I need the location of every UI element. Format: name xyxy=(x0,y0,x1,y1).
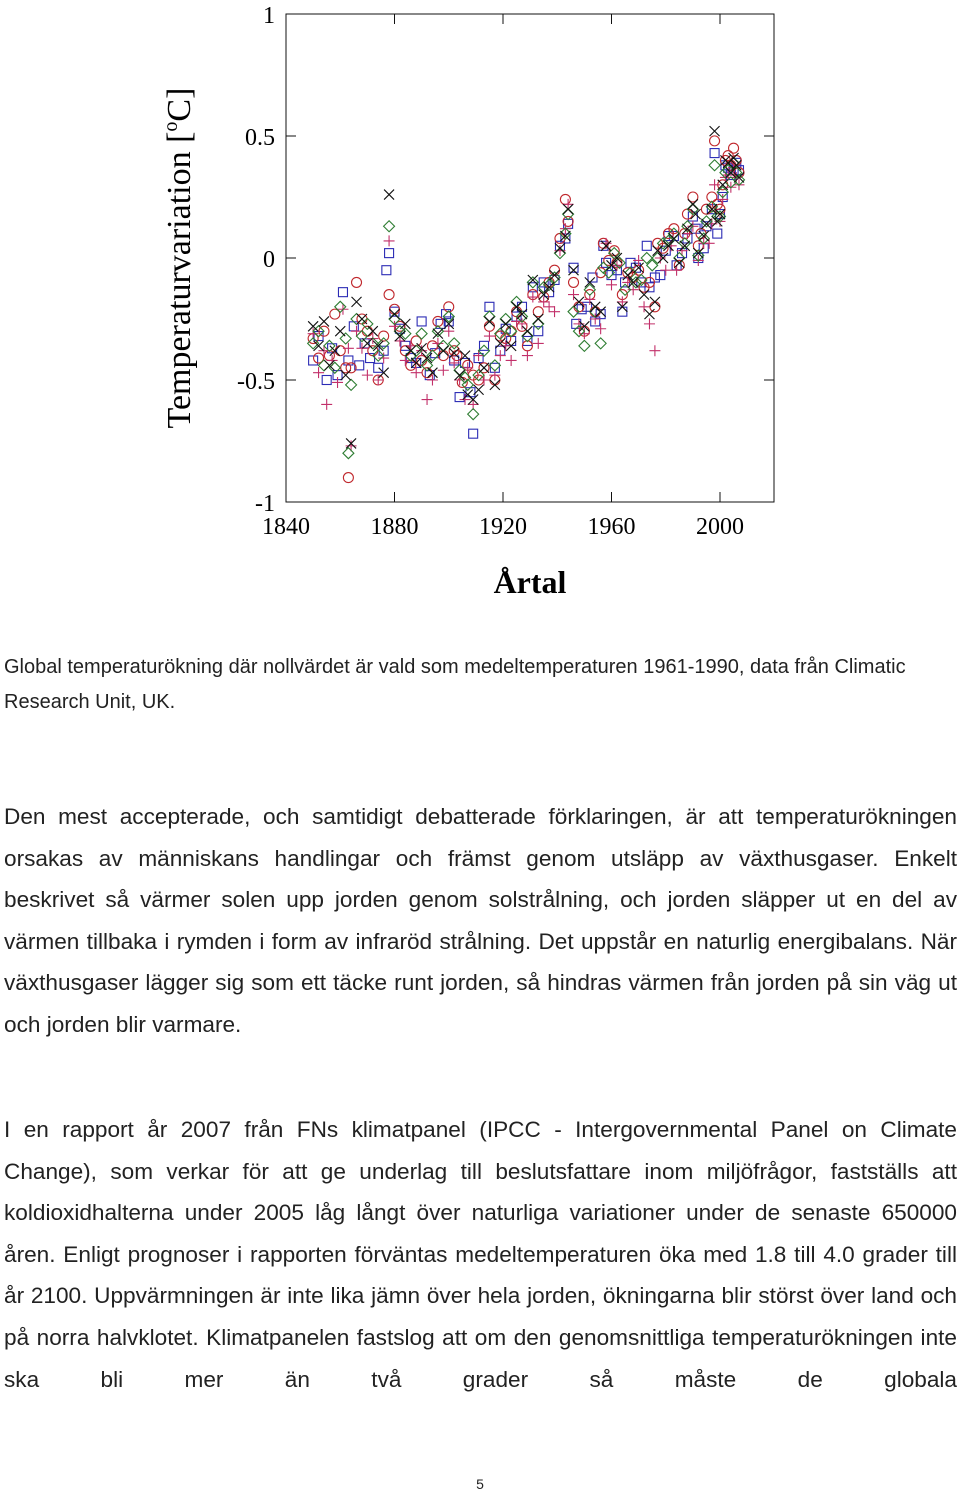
cross-data-point xyxy=(674,258,684,268)
y-axis-label xyxy=(160,88,198,429)
circle-data-point xyxy=(379,331,389,341)
square-data-point xyxy=(618,307,627,316)
cross-data-point xyxy=(335,326,345,336)
diamond-data-point xyxy=(595,338,606,349)
y-axis-label-main: Temperaturvariation [ xyxy=(161,131,198,429)
y-tick-label: -0.5 xyxy=(237,369,275,395)
cross-data-point xyxy=(357,314,367,324)
plus-data-point xyxy=(332,377,343,388)
cross-data-point xyxy=(324,360,334,370)
plus-data-point xyxy=(321,399,332,410)
square-data-point xyxy=(338,288,347,297)
square-data-point xyxy=(322,376,331,385)
plus-data-point xyxy=(411,367,422,378)
plus-data-point xyxy=(516,318,527,329)
cross-data-point xyxy=(512,302,522,312)
circle-data-point xyxy=(384,290,394,300)
x-axis-ticks xyxy=(262,14,744,540)
plus-data-point xyxy=(549,306,560,317)
diamond-data-point xyxy=(484,311,495,322)
plus-data-point xyxy=(544,301,555,312)
x-tick-label: 1920 xyxy=(479,514,527,540)
diamond-data-point xyxy=(500,314,511,325)
plus-data-point xyxy=(717,194,728,205)
circle-data-point xyxy=(569,277,579,287)
plus-data-point xyxy=(389,321,400,332)
plus-data-point xyxy=(506,355,517,366)
cross-data-point xyxy=(490,380,500,390)
figure-caption: Global temperaturökning där nollvärdet är vald som medeltemperaturen 1961-1990, data från Climatic Research Unit, UK. xyxy=(4,656,906,713)
diamond-data-point xyxy=(468,409,479,420)
x-tick-label: 1840 xyxy=(262,514,310,540)
circle-data-point xyxy=(550,265,560,275)
y-tick-label: 0.5 xyxy=(245,125,275,151)
temperature-chart xyxy=(0,0,960,600)
plus-data-point xyxy=(400,355,411,366)
circle-data-point xyxy=(560,194,570,204)
diamond-data-point xyxy=(416,328,427,339)
plus-data-point xyxy=(384,235,395,246)
page-number: 5 xyxy=(476,1476,484,1492)
square-data-point xyxy=(713,229,722,238)
circle-data-point xyxy=(563,216,573,226)
paragraph-2: I en rapport år 2007 från FNs klimatpanel (IPCC - Intergovernmental Panel on Climate Change), som verkar för att ge underlag till beslutsfattare inom miljöfrågor, fastställs att koldioxidhalterna under 2005 låg långt över naturliga variationer under de senaste 650000 åren. Enligt prognoser i rapporten förväntas medeltemperaturen öka med 1.8 till 4.0 grader till år 2100. Uppvärmningen är inte lika jämn över hela jorden, ökningarna blir störst över land och på norra halvklotet. Klimatpanelen fastslog att om den genomsnittliga temperaturökningen inte ska bli mer än två grader så måste de globala xyxy=(4,1117,957,1392)
cross-data-point xyxy=(319,316,329,326)
circle-data-point xyxy=(729,143,739,153)
cross-data-point xyxy=(484,316,494,326)
plus-data-point xyxy=(495,350,506,361)
diamond-data-point xyxy=(343,448,354,459)
plus-data-point xyxy=(533,338,544,349)
square-data-point xyxy=(485,302,494,311)
y-tick-label: 1 xyxy=(263,3,275,29)
diamond-data-point xyxy=(335,301,346,312)
cross-data-point xyxy=(639,290,649,300)
diamond-data-point xyxy=(489,360,500,371)
circle-data-point xyxy=(343,473,353,483)
diamond-data-point xyxy=(346,379,357,390)
square-data-point xyxy=(385,249,394,258)
square-data-point xyxy=(642,241,651,250)
diamond-data-point xyxy=(318,360,329,371)
plus-data-point xyxy=(606,279,617,290)
circle-data-point xyxy=(682,209,692,219)
square-data-point xyxy=(469,429,478,438)
plus-data-point xyxy=(644,318,655,329)
cross-data-point xyxy=(688,199,698,209)
circle-data-point xyxy=(674,260,684,270)
plus-data-point xyxy=(660,265,671,276)
x-axis-label: Årtal xyxy=(493,564,567,600)
plus-data-point xyxy=(422,394,433,405)
diamond-data-point xyxy=(432,326,443,337)
plus-data-point xyxy=(432,338,443,349)
diamond-data-point xyxy=(340,333,351,344)
plus-data-point xyxy=(362,370,373,381)
paragraph-1: Den mest accepterade, och samtidigt debatterade förklaringen, är att temperaturökningen orsakas av människans handlingar och främst genom utsläpp av växthusgaser. Enkelt beskrivet så värmer solen upp jorden genom solstrålning, och jorden släpper ut en del av värmen tillbaka i rymden i form av infraröd strålning. Det uppstår en naturlig energibalans. När växthusgaser lägger sig som ett täcke runt jorden, så hindras värmen från jorden på sin väg ut och jorden blir varmare. xyxy=(4,804,957,1037)
square-data-point xyxy=(661,246,670,255)
cross-data-point xyxy=(710,126,720,136)
plus-data-point xyxy=(438,365,449,376)
plus-data-point xyxy=(473,350,484,361)
square-data-point xyxy=(455,393,464,402)
circle-data-point xyxy=(362,326,372,336)
plus-data-point xyxy=(522,350,533,361)
cross-data-point xyxy=(384,190,394,200)
cross-data-point xyxy=(644,309,654,319)
circle-data-point xyxy=(650,302,660,312)
circle-data-point xyxy=(352,277,362,287)
plus-data-point xyxy=(704,238,715,249)
cross-data-point xyxy=(650,297,660,307)
data-points xyxy=(308,126,745,482)
diamond-data-point xyxy=(709,160,720,171)
square-data-point xyxy=(417,317,426,326)
plus-data-point xyxy=(568,289,579,300)
plus-data-point xyxy=(649,345,660,356)
cross-data-point xyxy=(596,307,606,317)
cross-data-point xyxy=(390,309,400,319)
cross-data-point xyxy=(314,341,324,351)
x-tick-label: 1880 xyxy=(370,514,419,540)
x-tick-label: 1960 xyxy=(587,514,636,540)
plus-data-point xyxy=(527,292,538,303)
y-tick-label: -1 xyxy=(255,491,275,517)
square-data-point xyxy=(710,149,719,158)
square-data-point xyxy=(382,266,391,275)
plus-data-point xyxy=(351,326,362,337)
y-axis-label-sup: o xyxy=(160,121,182,132)
plus-data-point xyxy=(378,353,389,364)
plus-data-point xyxy=(639,301,650,312)
cross-data-point xyxy=(479,363,489,373)
y-axis-label-end: C] xyxy=(161,87,198,122)
diamond-data-point xyxy=(384,221,395,232)
circle-data-point xyxy=(701,204,711,214)
square-data-point xyxy=(534,327,543,336)
x-tick-label: 2000 xyxy=(696,514,744,540)
square-data-point xyxy=(656,271,665,280)
plus-data-point xyxy=(484,331,495,342)
circle-data-point xyxy=(422,368,432,378)
cross-data-point xyxy=(352,297,362,307)
cross-data-point xyxy=(569,265,579,275)
cross-data-point xyxy=(533,314,543,324)
plus-data-point xyxy=(479,375,490,386)
y-tick-label: 0 xyxy=(263,247,275,273)
plus-data-point xyxy=(511,316,522,327)
diamond-data-point xyxy=(579,340,590,351)
circle-data-point xyxy=(710,136,720,146)
plus-data-point xyxy=(595,323,606,334)
cross-data-point xyxy=(362,338,372,348)
diamond-data-point xyxy=(533,318,544,329)
circle-data-point xyxy=(506,326,516,336)
